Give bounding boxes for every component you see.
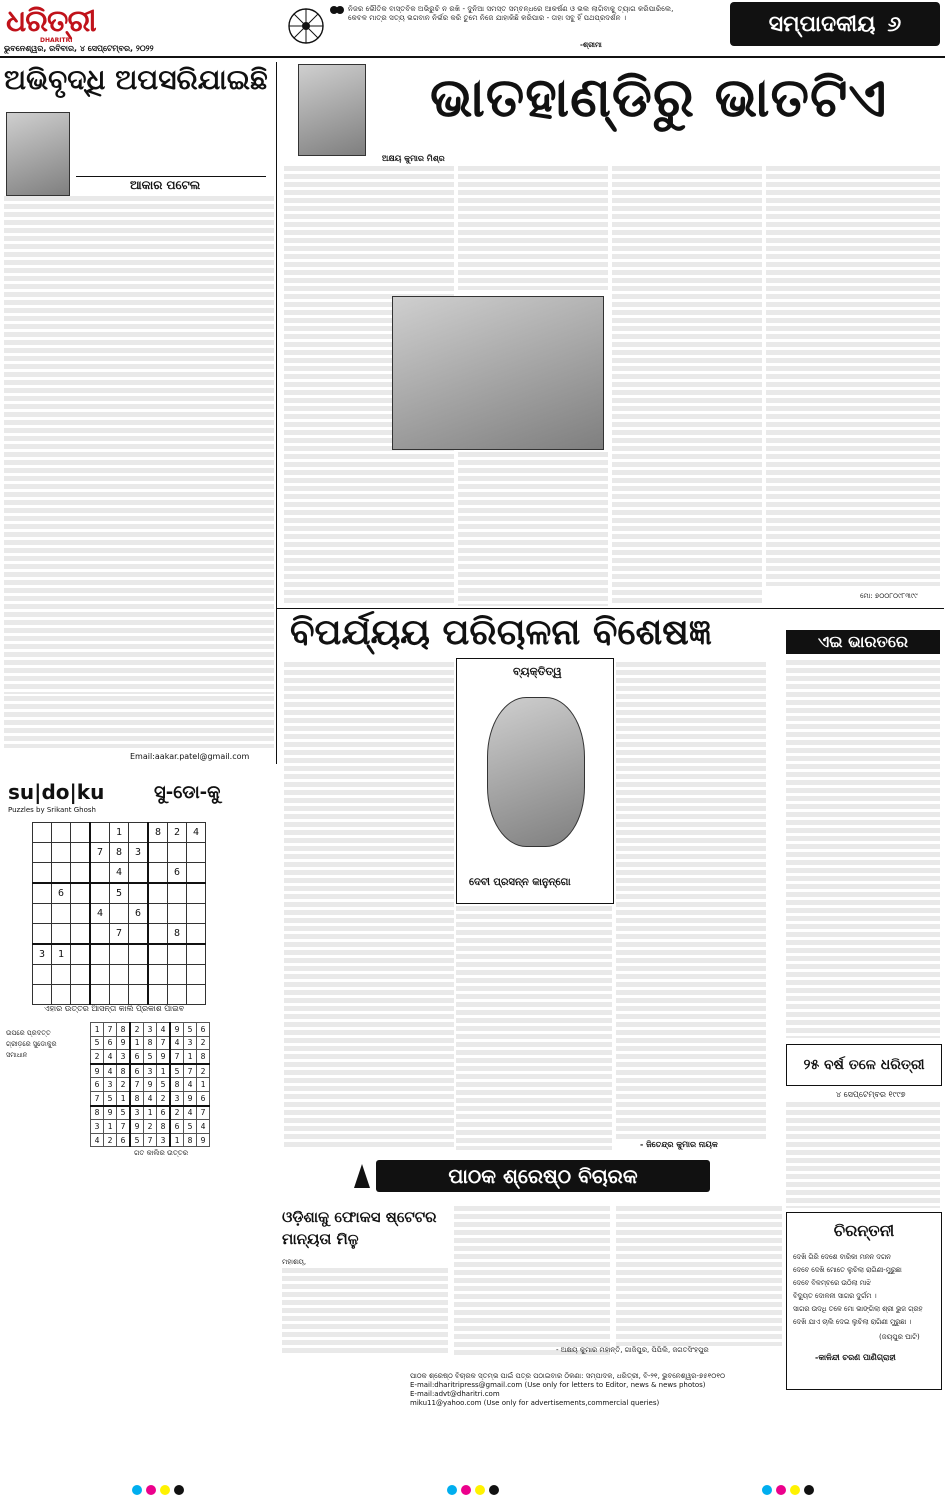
grid-cell[interactable]: 5 <box>110 883 129 904</box>
grid-cell[interactable] <box>33 985 52 1005</box>
grid-cell: 9 <box>144 1078 157 1092</box>
grid-cell: 2 <box>170 1106 184 1120</box>
sudoku-panel <box>4 774 270 1306</box>
grid-cell: 7 <box>130 1078 144 1092</box>
grid-cell: 7 <box>197 1106 210 1120</box>
grid-cell: 3 <box>130 1106 144 1120</box>
grid-cell[interactable] <box>33 904 52 924</box>
grid-cell: 8 <box>184 1133 197 1147</box>
grid-cell: 5 <box>184 1023 197 1037</box>
grid-cell[interactable] <box>71 883 91 904</box>
grid-cell[interactable] <box>110 904 129 924</box>
grid-cell[interactable]: 8 <box>110 843 129 863</box>
grid-cell: 6 <box>91 1078 104 1092</box>
sudoku-logo: su|do|ku <box>8 780 105 804</box>
grid-cell: 9 <box>184 1091 197 1105</box>
grid-cell: 9 <box>157 1050 171 1064</box>
grid-cell[interactable] <box>52 843 71 863</box>
grid-cell: 9 <box>91 1064 104 1078</box>
grid-cell: 8 <box>157 1120 171 1134</box>
grid-cell: 4 <box>184 1106 197 1120</box>
poem-line: ଦେବେ ଦେଖି ମୋତେ ଲୁଚିଲା ରାଗିଣୀ-ମୁରୁଛା <box>793 1266 902 1274</box>
divider <box>76 176 266 177</box>
grid-cell[interactable] <box>90 985 110 1005</box>
grid-cell[interactable]: 1 <box>52 944 71 965</box>
grid-cell[interactable] <box>168 985 187 1005</box>
grid-cell: 3 <box>117 1050 131 1064</box>
flashback-body <box>786 1102 940 1208</box>
grid-cell: 5 <box>170 1064 184 1078</box>
grid-cell: 9 <box>117 1036 131 1050</box>
letter-title[interactable]: ଓଡ଼ିଶାକୁ ଫୋକସ ଷ୍ଟେଟର ମାନ୍ୟତା ମିଳୁ <box>282 1208 437 1248</box>
sudoku-solution-grid <box>90 1022 210 1147</box>
grid-cell[interactable] <box>129 863 149 884</box>
grid-cell: 5 <box>157 1078 171 1092</box>
lead-body-col4 <box>612 166 762 606</box>
letter-signature: - ଅକ୍ଷୟ କୁମାର ମହାନ୍ତି, ଗାଜିପୁର, ପିପିଲି, ଜଗତସିଂହପୁର <box>556 1346 709 1354</box>
grid-row <box>33 924 206 945</box>
grid-cell: 4 <box>91 1133 104 1147</box>
grid-cell[interactable]: 7 <box>90 843 110 863</box>
poem-line: ଦେବେ ବିଳମ୍ବରେ ଉଠିଲା ମାଝି <box>793 1279 871 1287</box>
grid-cell[interactable] <box>52 985 71 1005</box>
grid-cell: 7 <box>157 1036 171 1050</box>
readers-footer <box>410 1372 780 1428</box>
dharma-wheel-icon <box>286 6 326 46</box>
grid-cell[interactable] <box>187 944 206 965</box>
grid-cell[interactable] <box>187 904 206 924</box>
grid-cell: 3 <box>104 1078 117 1092</box>
grid-cell[interactable] <box>33 883 52 904</box>
poem-line: ଦେଖି ଯାଏ ଚାଲି ଦେଇ ଲୁଚିଲା ରାଗିଣୀ ମୁରୁଛା । <box>793 1318 912 1326</box>
grid-cell: 2 <box>91 1050 104 1064</box>
grid-cell[interactable]: 6 <box>52 883 71 904</box>
grid-cell: 2 <box>104 1133 117 1147</box>
grid-cell: 6 <box>130 1050 144 1064</box>
grid-row <box>33 965 206 985</box>
grid-cell[interactable]: 1 <box>110 823 129 843</box>
grid-row <box>91 1091 210 1105</box>
flashback-date: ୪ ସେପ୍ଟେମ୍ବର ୧୯୯୭ <box>836 1090 906 1099</box>
quote-mark-icon <box>330 4 344 16</box>
grid-row <box>33 843 206 863</box>
grid-cell: 3 <box>144 1023 157 1037</box>
grid-cell[interactable] <box>129 883 149 904</box>
chirantani-box <box>786 1212 942 1390</box>
grid-row <box>91 1133 210 1147</box>
profile-box <box>456 658 614 904</box>
grid-cell[interactable]: 8 <box>168 924 187 945</box>
column-rule <box>276 62 277 764</box>
grid-cell[interactable] <box>148 904 168 924</box>
grid-cell: 5 <box>104 1091 117 1105</box>
grid-cell: 9 <box>170 1023 184 1037</box>
grid-row <box>91 1023 210 1037</box>
grid-cell[interactable] <box>187 863 206 884</box>
grid-cell[interactable] <box>71 843 91 863</box>
grid-cell[interactable] <box>187 965 206 985</box>
lead-body-col5 <box>766 166 940 586</box>
color-swatch <box>762 1485 814 1495</box>
grid-cell[interactable] <box>148 883 168 904</box>
lead-body-col3 <box>458 452 608 606</box>
grid-cell: 3 <box>184 1036 197 1050</box>
grid-row <box>33 863 206 884</box>
grid-cell[interactable] <box>148 965 168 985</box>
letter-body-col3 <box>616 1206 782 1346</box>
grid-cell: 9 <box>130 1120 144 1134</box>
grid-cell: 8 <box>91 1106 104 1120</box>
left-email[interactable]: Email:aakar.patel@gmail.com <box>130 752 250 761</box>
color-swatch <box>132 1485 184 1495</box>
grid-cell: 4 <box>197 1120 210 1134</box>
dharitri-logo[interactable]: ଧରିତ୍ରୀ <box>6 4 96 39</box>
section-banner <box>730 2 940 46</box>
logo-subtitle: DHARITRI <box>40 37 73 44</box>
grid-cell: 8 <box>117 1064 131 1078</box>
grid-cell: 4 <box>184 1078 197 1092</box>
grid-row <box>33 904 206 924</box>
grid-cell: 1 <box>104 1120 117 1134</box>
grid-cell: 8 <box>117 1023 131 1037</box>
left-article-body-2 <box>4 696 274 748</box>
grid-cell[interactable]: 2 <box>168 823 187 843</box>
horizontal-rule <box>276 608 944 609</box>
grid-cell[interactable] <box>90 823 110 843</box>
students-photo <box>392 296 604 450</box>
grid-row <box>91 1064 210 1078</box>
letter-salutation: ମହାଶୟ, <box>282 1258 307 1266</box>
grid-cell: 9 <box>197 1133 210 1147</box>
sudoku-note: ଏହାର ଉତ୍ତର ଆସନ୍ତା କାଲି ପ୍ରକାଶ ପାଇବ <box>44 1004 185 1013</box>
email-commercial[interactable]: miku11@yahoo.com (Use only for advertisements,commercial queries) <box>410 1399 660 1407</box>
grid-cell: 4 <box>104 1064 117 1078</box>
lead-closing: ମୋ: ୭୦୦୮୦୯୮୩୯୯ <box>860 592 918 600</box>
grid-cell[interactable] <box>90 863 110 884</box>
grid-cell: 3 <box>144 1064 157 1078</box>
grid-row <box>91 1050 210 1064</box>
grid-cell: 7 <box>144 1133 157 1147</box>
sudoku-grid[interactable] <box>32 822 206 1005</box>
grid-cell[interactable] <box>33 863 52 884</box>
grid-cell: 5 <box>91 1036 104 1050</box>
grid-cell[interactable] <box>148 924 168 945</box>
grid-cell[interactable] <box>33 965 52 985</box>
grid-cell[interactable] <box>168 965 187 985</box>
grid-cell[interactable]: 3 <box>129 843 149 863</box>
grid-cell[interactable]: 3 <box>33 944 52 965</box>
profile-body-col3 <box>616 662 766 1140</box>
left-author: ଆକାର ପଟେଲ <box>130 178 201 192</box>
grid-cell[interactable] <box>129 985 149 1005</box>
grid-cell: 7 <box>184 1064 197 1078</box>
grid-cell[interactable]: 6 <box>168 863 187 884</box>
color-swatch <box>447 1485 499 1495</box>
grid-cell[interactable]: 4 <box>90 904 110 924</box>
grid-cell: 2 <box>197 1036 210 1050</box>
sudoku-solution-note: ଉପରେ ପ୍ରଦତ୍ତ ଗ୍ରୀଡ଼ରେ ସୁଡୋକୁର ସମାଧାନ <box>6 1029 57 1059</box>
dateline: ଭୁବନେଶ୍ୱର, ରବିବାର, ୪ ସେପ୍ଟେମ୍ବର, ୨୦୨୨ <box>4 44 154 53</box>
print-color-marks <box>0 1482 945 1498</box>
page-number: ୬ <box>887 11 902 37</box>
grid-cell[interactable] <box>33 843 52 863</box>
grid-cell: 1 <box>117 1091 131 1105</box>
grid-cell[interactable] <box>148 985 168 1005</box>
grid-cell: 1 <box>184 1050 197 1064</box>
chirantani-sign: (ଜୟପୁର ଘାଟି) <box>879 1333 920 1341</box>
flashback-title: ୨୫ ବର୍ଷ ତଳେ ଧରିତ୍ରୀ <box>786 1044 942 1086</box>
letter-body-col1 <box>282 1268 448 1356</box>
grid-cell: 1 <box>157 1064 171 1078</box>
grid-cell: 6 <box>197 1023 210 1037</box>
left-headline[interactable]: ଅଭିବୃଦ୍ଧି ଅପସରିଯାଇଛି <box>4 63 268 96</box>
grid-cell: 4 <box>104 1050 117 1064</box>
poem-line: ଦେଖି ଗିରି ଦେଶେ ବାରିକା ମନନ ଦଗନ <box>793 1253 891 1261</box>
profile-headline[interactable]: ବିପର୍ଯ୍ୟୟ ପରିଚାଳନା ବିଶେଷଜ୍ଞ <box>290 612 712 653</box>
masthead-quote: ନିଜର ଭୌତିକ ବାସ୍ତବିକ ଅଭିରୁଚି ନ ରଖି - ଦୁନିଆ ସମସ୍ତ ସମ୍ବନ୍ଧରେ ଆକର୍ଷଣ ଓ ଭଲ ଲାଗିବାକୁ ତ୍ୟାଗ କରିପାରିଲେ, କେବଳ ମାତ୍ର ସତ୍ୟ ଭଗବାନ ନିର୍ଭର କରି ତୁମେ ନିଜେ ଯାହାକିଛି କରିପାର - ତାହା ସବୁ ହିଁ ପଥପ୍ରଦର୍ଶନ । <box>348 4 674 22</box>
grid-cell: 7 <box>117 1120 131 1134</box>
grid-cell: 2 <box>157 1091 171 1105</box>
grid-cell[interactable]: 8 <box>148 823 168 843</box>
grid-cell[interactable] <box>187 985 206 1005</box>
chirantani-poet: -କାଳିନ୍ଦୀ ଚରଣ ପାଣିଗ୍ରାହୀ <box>815 1353 896 1362</box>
email-advt[interactable]: E-mail:advt@dharitri.com <box>410 1390 500 1398</box>
lead-body-col2 <box>458 166 608 290</box>
grid-cell: 7 <box>170 1050 184 1064</box>
grid-cell[interactable] <box>110 944 129 965</box>
grid-row <box>33 823 206 843</box>
grid-cell[interactable] <box>90 944 110 965</box>
grid-cell: 4 <box>170 1036 184 1050</box>
grid-cell[interactable] <box>71 904 91 924</box>
grid-cell[interactable] <box>129 944 149 965</box>
grid-cell[interactable] <box>168 883 187 904</box>
grid-cell: 1 <box>91 1023 104 1037</box>
grid-cell[interactable]: 7 <box>110 924 129 945</box>
grid-cell: 8 <box>144 1036 157 1050</box>
grid-cell[interactable] <box>129 924 149 945</box>
grid-cell[interactable] <box>71 823 91 843</box>
section-title: ସମ୍ପାଦକୀୟ <box>768 11 876 37</box>
grid-cell[interactable] <box>71 924 91 945</box>
grid-cell: 6 <box>130 1064 144 1078</box>
india-body <box>786 660 940 1038</box>
grid-cell: 6 <box>170 1120 184 1134</box>
pen-icon <box>352 1160 372 1190</box>
grid-cell: 4 <box>144 1091 157 1105</box>
lead-author: ଅକ୍ଷୟ କୁମାର ମିଶ୍ର <box>382 154 445 163</box>
grid-cell[interactable] <box>148 863 168 884</box>
grid-cell[interactable]: 6 <box>129 904 149 924</box>
profile-byline: - ଜିତେନ୍ଦ୍ର କୁମାର ନାୟକ <box>640 1140 718 1149</box>
grid-cell[interactable] <box>52 863 71 884</box>
author-photo-lead <box>298 64 366 156</box>
grid-cell: 1 <box>197 1078 210 1092</box>
left-article-body <box>4 196 274 694</box>
grid-cell: 7 <box>104 1023 117 1037</box>
grid-cell: 1 <box>144 1106 157 1120</box>
grid-cell[interactable]: 4 <box>187 823 206 843</box>
readers-address: ପାଠକ ଶ୍ରେଷ୍ଠ ବିଚାରକ ସ୍ତମ୍ଭ ପାଇଁ ପତ୍ର ପଠାଇବାର ଠିକଣା: ସମ୍ପାଦକ, ଧରିତ୍ରୀ, ବି-୨୧, ଭୁବନେଶ୍ୱର-୭୫୧୦୧୦ <box>410 1372 726 1380</box>
grid-cell: 2 <box>144 1120 157 1134</box>
grid-cell[interactable] <box>71 965 91 985</box>
grid-cell[interactable] <box>110 985 129 1005</box>
grid-cell: 6 <box>157 1106 171 1120</box>
grid-cell[interactable] <box>187 883 206 904</box>
grid-cell: 3 <box>91 1120 104 1134</box>
grid-cell[interactable] <box>52 965 71 985</box>
grid-cell[interactable] <box>90 965 110 985</box>
grid-cell: 4 <box>157 1023 171 1037</box>
grid-row <box>33 944 206 965</box>
profile-body-col2 <box>456 906 612 1150</box>
grid-cell[interactable] <box>168 904 187 924</box>
grid-cell[interactable] <box>33 924 52 945</box>
profile-photo <box>487 697 585 847</box>
grid-cell[interactable] <box>129 823 149 843</box>
grid-cell: 6 <box>117 1133 131 1147</box>
grid-cell: 1 <box>130 1036 144 1050</box>
email-editor[interactable]: E-mail:dharitripress@gmail.com (Use only for letters to Editor, news & news photos) <box>410 1381 706 1389</box>
grid-cell[interactable] <box>148 843 168 863</box>
grid-row <box>91 1106 210 1120</box>
grid-cell: 2 <box>197 1064 210 1078</box>
grid-cell: 5 <box>117 1106 131 1120</box>
grid-cell: 9 <box>104 1106 117 1120</box>
grid-cell: 6 <box>104 1036 117 1050</box>
grid-cell[interactable] <box>187 924 206 945</box>
sudoku-solution-caption: ଗତ କାଲିର ଉତ୍ତର <box>134 1149 189 1157</box>
grid-cell[interactable] <box>71 944 91 965</box>
grid-cell: 1 <box>170 1133 184 1147</box>
grid-cell: 3 <box>170 1091 184 1105</box>
grid-cell: 5 <box>144 1050 157 1064</box>
grid-cell[interactable] <box>90 883 110 904</box>
grid-row <box>33 883 206 904</box>
grid-cell: 3 <box>157 1133 171 1147</box>
grid-cell[interactable] <box>52 904 71 924</box>
grid-cell[interactable] <box>90 924 110 945</box>
chirantani-title: ଚିରନ୍ତନୀ <box>833 1221 895 1240</box>
grid-cell[interactable] <box>52 924 71 945</box>
author-photo-left <box>6 112 70 196</box>
letter-body-col2 <box>454 1206 610 1356</box>
grid-cell: 8 <box>170 1078 184 1092</box>
grid-cell[interactable] <box>33 823 52 843</box>
lead-headline[interactable]: ଭାତହାଣ୍ଡିରୁ ଭାତଟିଏ <box>430 66 888 129</box>
grid-row <box>33 985 206 1005</box>
quote-author: -ଶ୍ରୀମା <box>580 41 602 49</box>
sudoku-title-odia: ସୁ-ଡୋ-କୁ <box>154 782 221 803</box>
grid-cell[interactable] <box>110 965 129 985</box>
grid-cell[interactable] <box>129 965 149 985</box>
grid-cell: 2 <box>130 1023 144 1037</box>
grid-row <box>91 1078 210 1092</box>
chirantani-poem <box>793 1251 937 1329</box>
profile-name: ଦେବୀ ପ୍ରସନ୍ନ କାନୁନ୍‌ଗୋ <box>469 877 571 888</box>
grid-cell: 8 <box>130 1091 144 1105</box>
grid-row <box>91 1120 210 1134</box>
grid-cell: 8 <box>197 1050 210 1064</box>
grid-cell: 5 <box>184 1120 197 1134</box>
grid-cell[interactable] <box>71 863 91 884</box>
profile-body-col1 <box>284 662 454 1150</box>
grid-cell[interactable] <box>168 843 187 863</box>
india-header: ଏଇ ଭାରତରେ <box>786 630 940 654</box>
poem-line: ସାଗର ଉଦଧି ତଳେ ମୋ ଭାଙ୍ଗିଲା ଶ୍ରୀ ଭୁଜ ଗ୍ରହ <box>793 1305 923 1313</box>
poem-line: ବିଦ୍ୟୁତ ଦୋଳନୀ ସାଗର ଦୁର୍ଗମ । <box>793 1292 877 1300</box>
profile-badge: ବ୍ୟକ୍ତିତ୍ୱ <box>513 665 562 678</box>
grid-cell[interactable] <box>71 985 91 1005</box>
grid-cell: 6 <box>197 1091 210 1105</box>
sudoku-subtitle: Puzzles by Srikant Ghosh <box>8 806 96 814</box>
grid-row <box>91 1036 210 1050</box>
readers-banner: ପାଠକ ଶ୍ରେଷ୍ଠ ବିଚାରକ <box>376 1160 710 1192</box>
grid-cell: 5 <box>130 1133 144 1147</box>
grid-cell[interactable] <box>187 843 206 863</box>
grid-cell[interactable]: 4 <box>110 863 129 884</box>
grid-cell[interactable] <box>148 944 168 965</box>
grid-cell: 7 <box>91 1091 104 1105</box>
grid-cell[interactable] <box>52 823 71 843</box>
grid-cell[interactable] <box>168 944 187 965</box>
grid-cell: 2 <box>117 1078 131 1092</box>
